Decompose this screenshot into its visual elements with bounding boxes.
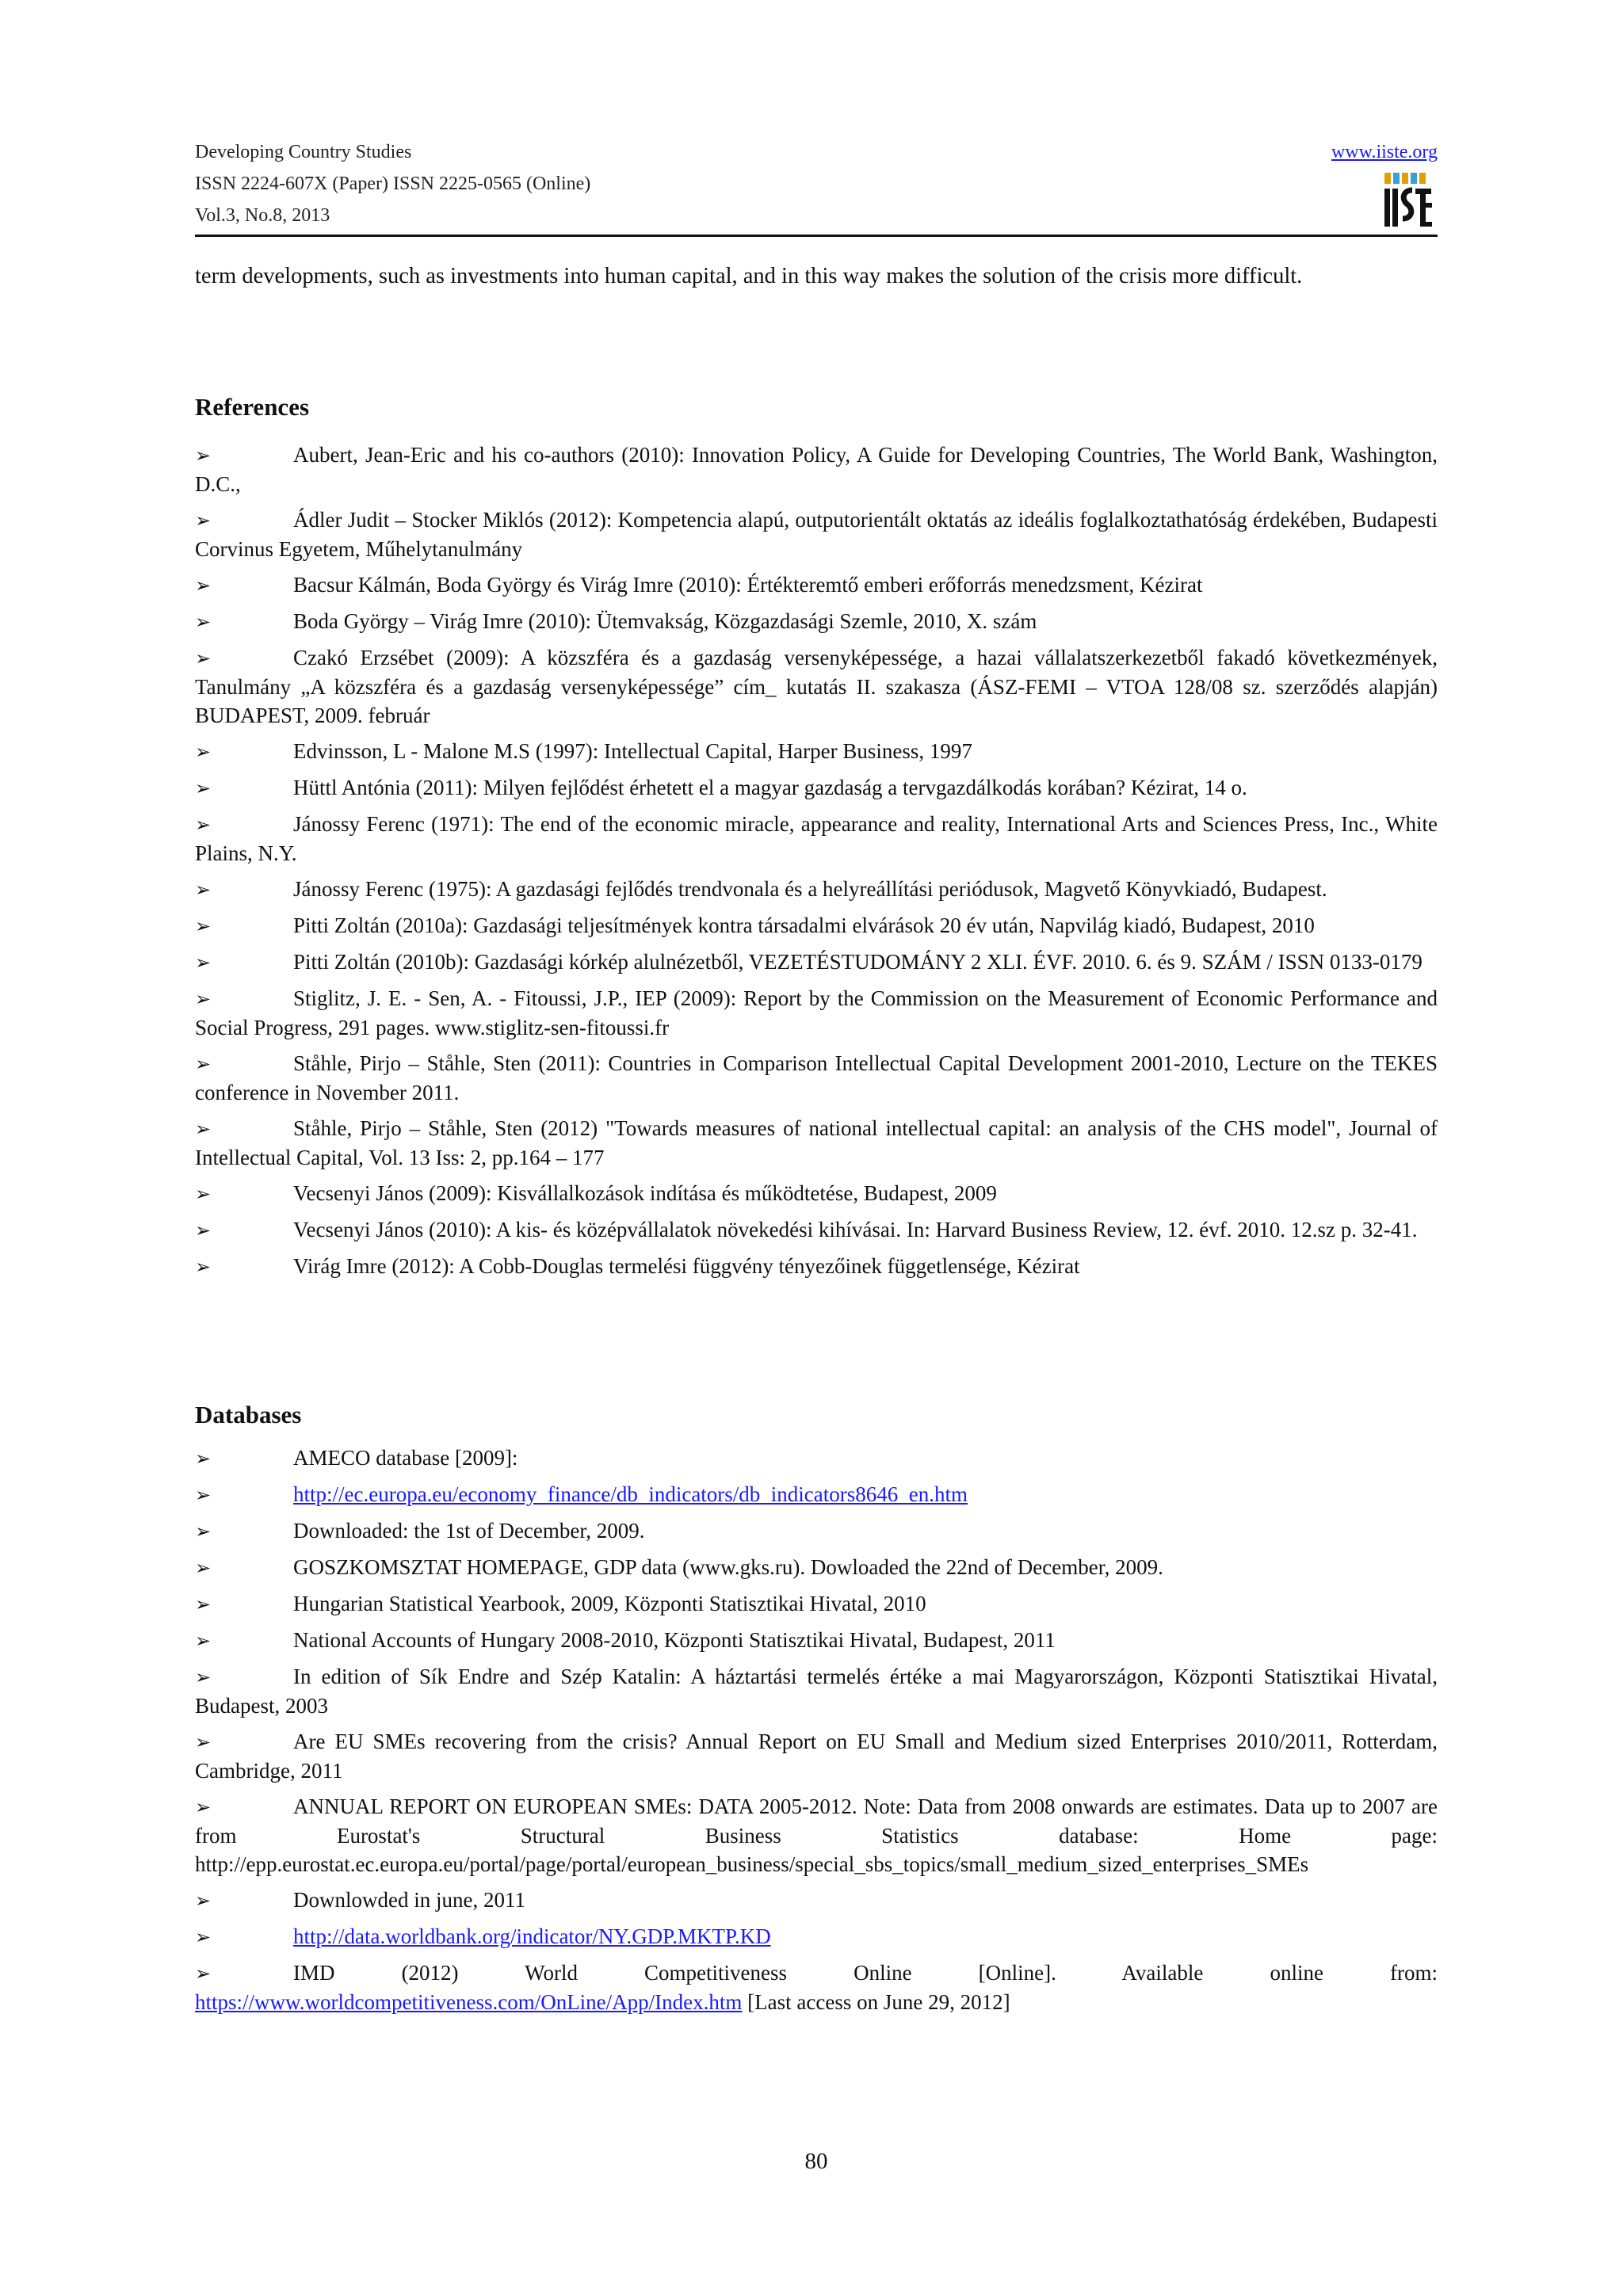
databases-heading: Databases [195, 1401, 302, 1428]
reference-text: Boda György – Virág Imre (2010): Ütemvakság, Közgazdasági Szemle, 2010, X. szám [293, 609, 1037, 633]
database-item [195, 1727, 1438, 1785]
page-header [195, 136, 1438, 238]
reference-text: Jánossy Ferenc (1975): A gazdasági fejlődés trendvonala és a helyreállítási periódusok, Magvető Könyvkiadó, Budapest. [293, 877, 1327, 901]
arrow-bullet-icon: ➢ [195, 1666, 212, 1688]
arrow-bullet-icon: ➢ [195, 1557, 212, 1579]
databases-list [195, 1444, 1438, 2023]
database-item [195, 1553, 1438, 1582]
reference-item [195, 1215, 1438, 1245]
reference-text: Jánossy Ferenc (1971): The end of the economic miracle, appearance and reality, International Arts and Sciences Press, Inc., White Plains, N.Y. [195, 812, 1438, 865]
reference-text: Ståhle, Pirjo – Ståhle, Sten (2012) "Towards measures of national intellectual capital: an analysis of the CHS model", Journal of Intellectual Capital, Vol. 13 Iss: 2, pp.164 – 177 [195, 1116, 1438, 1169]
database-text: Hungarian Statistical Yearbook, 2009, Központi Statisztikai Hivatal, 2010 [293, 1592, 926, 1615]
database-text: AMECO database [2009]: [293, 1446, 518, 1470]
database-link[interactable]: https://www.worldcompetitiveness.com/OnLine/App/Index.htm [195, 1990, 743, 2014]
reference-item [195, 810, 1438, 868]
database-text: Are EU SMEs recovering from the crisis? Annual Report on EU Small and Medium sized Enterprises 2010/2011, Rotterdam, Cambridge, 2011 [195, 1730, 1438, 1783]
arrow-bullet-icon: ➢ [195, 777, 212, 799]
header-rule [195, 235, 1438, 237]
database-item [195, 1958, 1438, 2016]
reference-text: Aubert, Jean-Eric and his co-authors (2010): Innovation Policy, A Guide for Developing Countries, The World Bank, Washington, D.C., [195, 443, 1438, 496]
database-item [195, 1792, 1438, 1878]
database-item [195, 1662, 1438, 1720]
reference-text: Pitti Zoltán (2010a): Gazdasági teljesítmények kontra társadalmi elvárások 20 év után, Napvilág kiadó, Budapest, 2010 [293, 913, 1315, 937]
references-list [195, 441, 1438, 1288]
database-item [195, 1886, 1438, 1915]
arrow-bullet-icon: ➢ [195, 647, 212, 669]
arrow-bullet-icon: ➢ [195, 1796, 212, 1818]
journal-name: Developing Country Studies [195, 142, 412, 162]
reference-text: Pitti Zoltán (2010b): Gazdasági kórkép alulnézetből, VEZETÉSTUDOMÁNY 2 XLI. ÉVF. 2010. 6. és 9. SZÁM / ISSN 0133-0179 [293, 950, 1423, 974]
reference-item [195, 948, 1438, 977]
arrow-bullet-icon: ➢ [195, 611, 212, 633]
reference-item [195, 737, 1438, 766]
database-item [195, 1480, 1438, 1509]
reference-text: Czakó Erzsébet (2009): A közszféra és a gazdaság versenyképessége, a hazai vállalatszerkezetből fakadó következmények, Tanulmány „A közszféra és a gazdaság versenyképessége” cím_ kutatás II. szakasza (ÁSZ-FEMI – VTOA 128/08 sz. szerződés alapján) BUDAPEST, 2009. február [195, 646, 1438, 727]
reference-text: Vecsenyi János (2009): Kisvállalkozások indítása és működtetése, Budapest, 2009 [293, 1181, 997, 1205]
reference-item [195, 1114, 1438, 1172]
reference-item [195, 441, 1438, 498]
database-text: IMD (2012) World Competitiveness Online [Online]. Available online from: [293, 1961, 1438, 1985]
arrow-bullet-icon: ➢ [195, 741, 212, 763]
reference-item [195, 505, 1438, 563]
reference-text: Edvinsson, L - Malone M.S (1997): Intellectual Capital, Harper Business, 1997 [293, 739, 972, 763]
database-text: Downlowded in june, 2011 [293, 1888, 525, 1912]
arrow-bullet-icon: ➢ [195, 1256, 212, 1278]
arrow-bullet-icon: ➢ [195, 1890, 212, 1912]
arrow-bullet-icon: ➢ [195, 952, 212, 974]
arrow-bullet-icon: ➢ [195, 1520, 212, 1543]
arrow-bullet-icon: ➢ [195, 814, 212, 836]
arrow-bullet-icon: ➢ [195, 1183, 212, 1205]
page-number: 80 [804, 2149, 828, 2174]
arrow-bullet-icon: ➢ [195, 1731, 212, 1753]
reference-item [195, 773, 1438, 803]
volume-line: Vol.3, No.8, 2013 [195, 205, 330, 226]
reference-text: Ståhle, Pirjo – Ståhle, Sten (2011): Countries in Comparison Intellectual Capital Development 2001-2010, Lecture on the TEKES conference in November 2011. [195, 1051, 1438, 1104]
site-link[interactable]: www.iiste.org [1331, 142, 1438, 162]
reference-item [195, 875, 1438, 904]
reference-text: Hüttl Antónia (2011): Milyen fejlődést érhetett el a magyar gazdaság a tervgazdálkodás korában? Kézirat, 14 o. [293, 776, 1247, 799]
database-text-after: [Last access on June 29, 2012] [742, 1990, 1010, 2014]
arrow-bullet-icon: ➢ [195, 574, 212, 597]
arrow-bullet-icon: ➢ [195, 509, 212, 532]
reference-text: Virág Imre (2012): A Cobb-Douglas termelési függvény tényezőinek függetlensége, Kézirat [293, 1254, 1080, 1278]
reference-text: Stiglitz, J. E. - Sen, A. - Fitoussi, J.P., IEP (2009): Report by the Commission on the Measurement of Economic Performance and Social Progress, 291 pages. www.stiglitz-sen-fitoussi.fr [195, 986, 1438, 1039]
database-item [195, 1922, 1438, 1951]
reference-item [195, 984, 1438, 1042]
database-text: In edition of Sík Endre and Szép Katalin: A háztartási termelés értéke a mai Magyarországon, Központi Statisztikai Hivatal, Budapest, 2003 [195, 1665, 1438, 1718]
reference-text: Ádler Judit – Stocker Miklós (2012): Kompetencia alapú, outputorientált oktatás az ideális foglalkoztathatóság érdekében, Budapesti Corvinus Egyetem, Műhelytanulmány [195, 508, 1438, 561]
database-text: ANNUAL REPORT ON EUROPEAN SMEs: DATA 2005-2012. Note: Data from 2008 onwards are estimates. Data up to 2007 are from Eurostat's Structural Business Statistics database: Home page: http://epp.eurostat.ec.europa.eu/portal/page/portal/european_business/special_sbs_topics/small_medium_sized_enterprises_SMEs [195, 1794, 1438, 1876]
database-item [195, 1516, 1438, 1546]
reference-item [195, 1252, 1438, 1281]
reference-text: Bacsur Kálmán, Boda György és Virág Imre (2010): Értékteremtő emberi erőforrás menedzsment, Kézirat [293, 573, 1203, 597]
arrow-bullet-icon: ➢ [195, 1962, 212, 1985]
database-text: National Accounts of Hungary 2008-2010, Központi Statisztikai Hivatal, Budapest, 2011 [293, 1628, 1056, 1652]
arrow-bullet-icon: ➢ [195, 1118, 212, 1140]
reference-item [195, 643, 1438, 730]
database-link[interactable]: http://ec.europa.eu/economy_finance/db_indicators/db_indicators8646_en.htm [293, 1482, 968, 1506]
arrow-bullet-icon: ➢ [195, 988, 212, 1010]
reference-item [195, 1049, 1438, 1107]
arrow-bullet-icon: ➢ [195, 915, 212, 937]
database-item [195, 1444, 1438, 1473]
arrow-bullet-icon: ➢ [195, 444, 212, 467]
issn-line: ISSN 2224-607X (Paper) ISSN 2225-0565 (Online) [195, 174, 591, 194]
database-link[interactable]: http://data.worldbank.org/indicator/NY.GDP.MKTP.KD [293, 1924, 771, 1948]
database-item [195, 1626, 1438, 1655]
arrow-bullet-icon: ➢ [195, 1926, 212, 1948]
arrow-bullet-icon: ➢ [195, 1219, 212, 1241]
arrow-bullet-icon: ➢ [195, 1447, 212, 1470]
references-heading: References [195, 393, 310, 421]
arrow-bullet-icon: ➢ [195, 879, 212, 901]
reference-item [195, 1179, 1438, 1208]
intro-paragraph: term developments, such as investments into human capital, and in this way makes the solution of the crisis more difficult. [195, 264, 1303, 288]
database-text: GOSZKOMSZTAT HOMEPAGE, GDP data (www.gks.ru). Dowloaded the 22nd of December, 2009. [293, 1555, 1163, 1579]
database-item [195, 1589, 1438, 1619]
arrow-bullet-icon: ➢ [195, 1053, 212, 1075]
arrow-bullet-icon: ➢ [195, 1630, 212, 1652]
reference-item [195, 911, 1438, 940]
arrow-bullet-icon: ➢ [195, 1593, 212, 1615]
reference-item [195, 570, 1438, 600]
reference-text: Vecsenyi János (2010): A kis- és középvállalatok növekedési kihívásai. In: Harvard Business Review, 12. évf. 2010. 12.sz p. 32-41. [293, 1218, 1418, 1241]
arrow-bullet-icon: ➢ [195, 1484, 212, 1506]
database-text: Downloaded: the 1st of December, 2009. [293, 1519, 645, 1543]
iiste-logo [1382, 171, 1434, 230]
reference-item [195, 607, 1438, 636]
